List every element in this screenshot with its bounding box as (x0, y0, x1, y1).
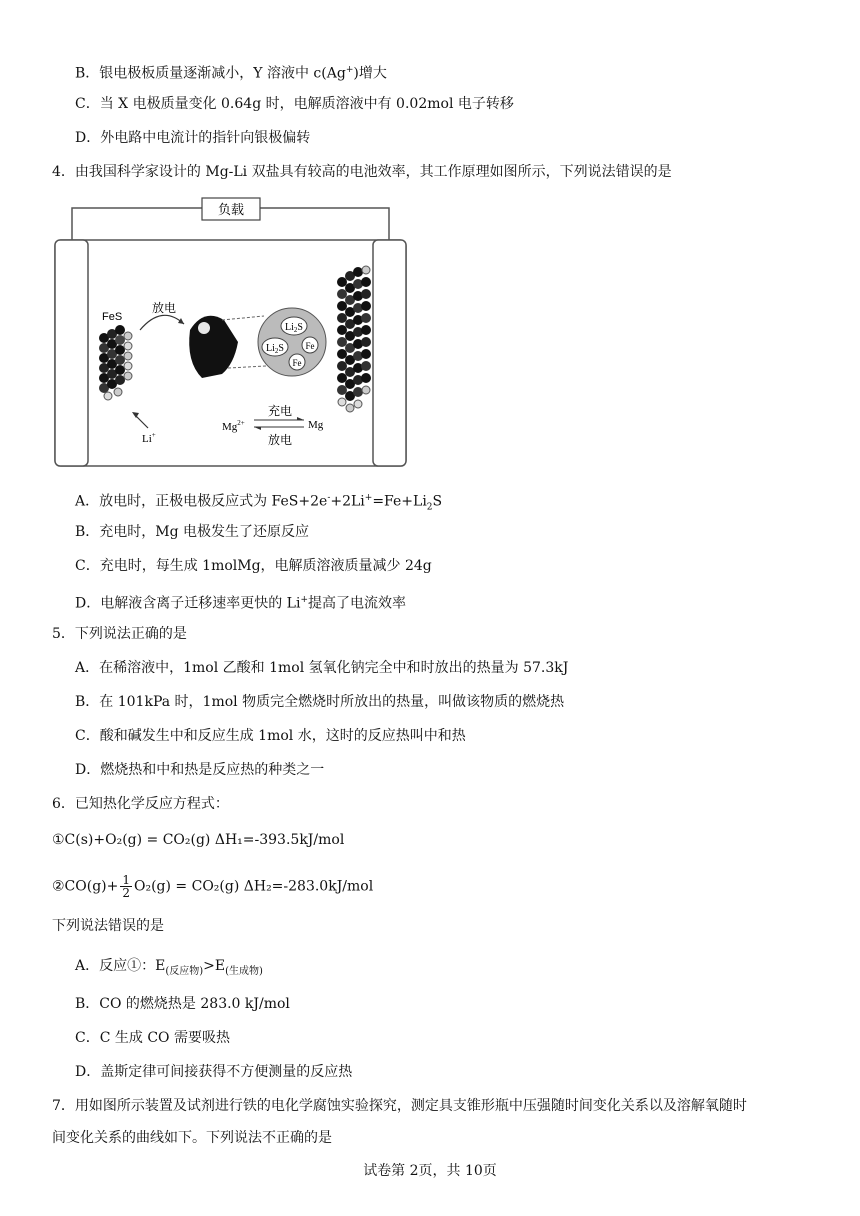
fraction-one-half: $\frac{1}{2}$ (122, 873, 130, 900)
q5-option-d: D．燃烧热和中和热是反应热的种类之一 (75, 762, 325, 778)
q4-option-b: B．充电时，Mg 电极发生了还原反应 (75, 524, 310, 540)
q6-equation-2: ②CO(g)+ $\frac{1}{2}$ O₂(g) = CO₂(g) ΔH₂=-283.0kJ/mol (52, 873, 374, 900)
mg-ion-label: $Mg^{2+}$ (222, 419, 245, 433)
load-label: 负载 (217, 202, 245, 217)
fe-label-1: Fe (305, 341, 315, 351)
q5-stem: 5．下列说法正确的是 (52, 626, 187, 642)
li2s-label-2: $Li_2S$ (266, 343, 284, 355)
li-ion-label: Li+ (142, 431, 156, 445)
q5-option-b: B．在 101kPa 时，1mol 物质完全燃烧时所放出的热量，叫做该物质的燃烧热 (75, 694, 565, 710)
q6-stem: 6．已知热化学反应方程式： (52, 796, 229, 812)
discharge-bottom-label: 放电 (267, 433, 293, 447)
q5-option-a: A．在稀溶液中，1mol 乙酸和 1mol 氢氧化钠完全中和时放出的热量为 57.3kJ (75, 660, 569, 676)
q3-option-d: D．外电路中电流计的指针向银极偏转 (75, 130, 311, 146)
q4-option-c: C．充电时，每生成 1molMg，电解质溶液质量减少 24g (75, 558, 432, 574)
page-footer: 试卷第 2页，共 10页 (363, 1163, 497, 1179)
q6-sub-stem: 下列说法错误的是 (52, 918, 164, 934)
battery-diagram (52, 196, 412, 472)
q6-equation-1: ①C(s)+O₂(g) = CO₂(g) ΔH₁=-393.5kJ/mol (52, 832, 345, 848)
q3-option-c: C．当 X 电极质量变化 0.64g 时，电解质溶液中有 0.02mol 电子转移 (75, 96, 514, 112)
q3-option-b: B．银电极板质量逐渐减小，Y 溶液中 c(Ag+)增大 (75, 65, 387, 82)
q4-stem: 4．由我国科学家设计的 Mg-Li 双盐具有较高的电池效率，其工作原理如图所示，下列说法错误的是 (52, 164, 672, 180)
q7-stem-line-1: 7．用如图所示装置及试剂进行铁的电化学腐蚀实验探究，测定具支锥形瓶中压强随时间变化关系以及溶解氧随时 (52, 1098, 747, 1114)
left-electrode (55, 240, 88, 466)
q5-option-c: C．酸和碱发生中和反应生成 1mol 水，这时的反应热叫中和热 (75, 728, 466, 744)
q6-option-d: D．盖斯定律可间接获得不方便测量的反应热 (75, 1064, 353, 1080)
charge-label: 充电 (267, 404, 293, 418)
fes-label: FeS (102, 311, 123, 323)
right-electrode (373, 240, 406, 466)
q7-stem-line-2: 间变化关系的曲线如下。下列说法不正确的是 (52, 1130, 332, 1146)
mg-label: Mg (308, 419, 324, 431)
q4-option-d: D．电解液含离子迁移速率更快的 Li+提高了电流效率 (75, 595, 406, 612)
q6-option-a: A．反应①：$E_{(反应物)}>E_{(生成物)}$ (75, 958, 263, 977)
q6-option-c: C．C 生成 CO 需要吸热 (75, 1030, 230, 1046)
discharge-top-label: 放电 (151, 301, 177, 315)
q6-option-b: B．CO 的燃烧热是 283.0 kJ/mol (75, 996, 290, 1012)
li2s-label-1: $Li_2S$ (285, 322, 303, 334)
fe-label-2: Fe (292, 358, 302, 368)
q4-option-a: A．放电时，正极电极反应式为 $FeS+2e^-+2Li^+=Fe+Li_2S$ (75, 493, 443, 513)
